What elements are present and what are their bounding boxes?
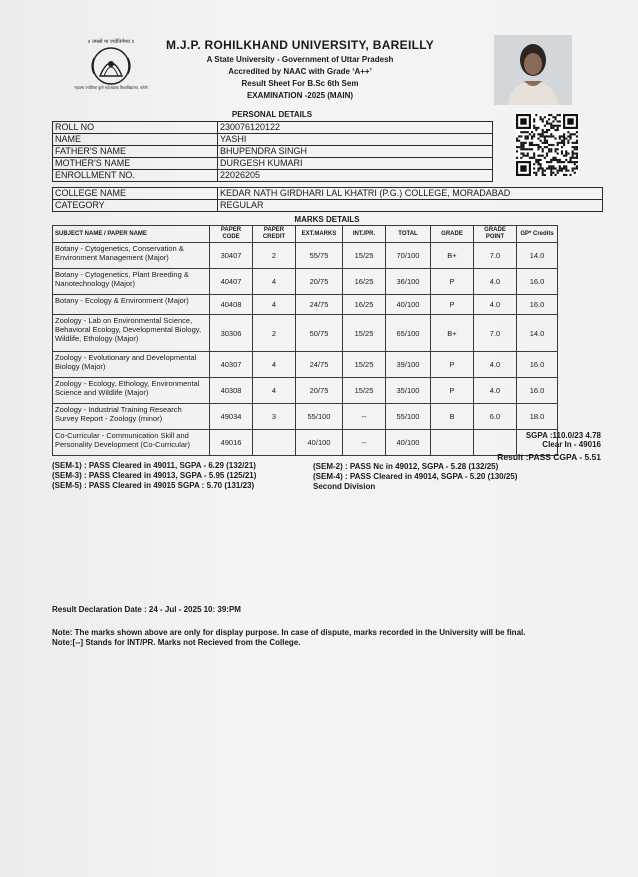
info-value: YASHI <box>218 134 493 146</box>
ext-marks: 24/75 <box>296 352 343 378</box>
ext-marks: 55/75 <box>296 243 343 269</box>
logo-caption: महात्मा ज्योतिबा फुले रुहेलखण्ड विश्वविद्यालय, बरेली <box>74 85 148 90</box>
result-line: Result :PASS CGPA - 5.51 <box>497 452 601 462</box>
info-value: DURGESH KUMARI <box>218 158 493 170</box>
total: 65/100 <box>386 315 431 352</box>
paper-credit: 4 <box>253 269 296 295</box>
svg-text:॥ तमसो मा ज्योतिर्गमय ॥: ॥ तमसो मा ज्योतिर्गमय ॥ <box>87 39 135 45</box>
col-header: GRADE POINT <box>474 226 517 243</box>
subject-name: Zoology - Industrial Training Research Survey Report - Zoology (minor) <box>53 404 210 430</box>
info-label: COLLEGE NAME <box>53 188 218 200</box>
subject-name: Zoology - Evolutionary and Developmental Biology (Major) <box>53 352 210 378</box>
note-int-pr: Note:[--] Stands for INT/PR. Marks not Recieved from the College. <box>52 638 301 647</box>
table-row <box>53 404 558 430</box>
total: 40/100 <box>386 295 431 315</box>
info-row-enrollment <box>53 170 493 182</box>
sem3-status: (SEM-3) : PASS Cleared in 49013, SGPA - 5.95 (125/21) <box>52 471 257 480</box>
int-pr: -- <box>343 430 386 456</box>
grade: B <box>431 404 474 430</box>
ext-marks: 40/100 <box>296 430 343 456</box>
header <box>150 38 450 102</box>
paper-code: 49016 <box>210 430 253 456</box>
paper-code: 30306 <box>210 315 253 352</box>
int-pr: 16/25 <box>343 269 386 295</box>
col-header: EXT.MARKS <box>296 226 343 243</box>
result-declaration-date: Result Declaration Date : 24 - Jul - 2025 10: 39:PM <box>52 605 241 614</box>
total: 40/100 <box>386 430 431 456</box>
col-header: PAPER CODE <box>210 226 253 243</box>
info-row-college <box>53 188 603 200</box>
info-row-name <box>53 134 493 146</box>
paper-code: 40308 <box>210 378 253 404</box>
table-row <box>53 315 558 352</box>
grade-point: 7.0 <box>474 315 517 352</box>
grade: P <box>431 352 474 378</box>
personal-details-title: PERSONAL DETAILS <box>231 110 313 119</box>
subject-name: Zoology - Ecology, Ethology, Environmental Science and Wildlife (Major) <box>53 378 210 404</box>
table-row <box>53 352 558 378</box>
personal-details-table <box>52 121 493 182</box>
col-header: SUBJECT NAME / PAPER NAME <box>53 226 210 243</box>
total: 55/100 <box>386 404 431 430</box>
gp-credits: 16.0 <box>517 352 558 378</box>
gp-credits: 18.0 <box>517 404 558 430</box>
paper-credit <box>253 430 296 456</box>
ext-marks: 50/75 <box>296 315 343 352</box>
info-label: ROLL NO <box>53 122 218 134</box>
ext-marks: 55/100 <box>296 404 343 430</box>
gp-credits: 14.0 <box>517 315 558 352</box>
subject-name: Botany - Ecology & Environment (Major) <box>53 295 210 315</box>
header-line-4: EXAMINATION -2025 (MAIN) <box>246 91 354 100</box>
info-row-mother <box>53 158 493 170</box>
grade: B+ <box>431 243 474 269</box>
grade-point: 7.0 <box>474 243 517 269</box>
int-pr: 15/25 <box>343 243 386 269</box>
col-header: GP* Credits <box>517 226 558 243</box>
qr-code <box>516 114 578 176</box>
col-header: INT./PR. <box>343 226 386 243</box>
int-pr: -- <box>343 404 386 430</box>
clear-in-line: Clear In - 49016 <box>542 440 601 449</box>
student-photo <box>494 35 572 105</box>
table-row <box>53 295 558 315</box>
subject-name: Co-Curricular - Communication Skill and Personality Development (Co-Curricular) <box>53 430 210 456</box>
sem5-status: (SEM-5) : PASS Cleared in 49015 SGPA : 5.70 (131/23) <box>52 481 255 490</box>
col-header: PAPER CREDIT <box>253 226 296 243</box>
paper-credit: 4 <box>253 378 296 404</box>
paper-code: 49034 <box>210 404 253 430</box>
ext-marks: 24/75 <box>296 295 343 315</box>
marks-header-row <box>53 226 558 243</box>
paper-credit: 4 <box>253 352 296 378</box>
col-header: TOTAL <box>386 226 431 243</box>
header-line-2: Accredited by NAAC with Grade ‘A++’ <box>228 67 372 76</box>
ext-marks: 20/75 <box>296 269 343 295</box>
paper-code: 40307 <box>210 352 253 378</box>
table-row <box>53 269 558 295</box>
sgpa-line: SGPA :110.0/23 4.78 <box>525 431 601 440</box>
table-row <box>53 378 558 404</box>
info-label: MOTHER'S NAME <box>53 158 218 170</box>
int-pr: 15/25 <box>343 352 386 378</box>
sem1-status: (SEM-1) : PASS Cleared in 49011, SGPA - 6.29 (132/21) <box>52 461 256 470</box>
grade-point: 4.0 <box>474 269 517 295</box>
int-pr: 15/25 <box>343 378 386 404</box>
info-value: KEDAR NATH GIRDHARI LAL KHATRI (P.G.) COLLEGE, MORADABAD <box>218 188 603 200</box>
sem2-status: (SEM-2) : PASS Nc in 49012, SGPA - 5.28 (132/25) <box>313 462 499 471</box>
info-value: BHUPENDRA SINGH <box>218 146 493 158</box>
paper-credit: 3 <box>253 404 296 430</box>
table-row <box>53 243 558 269</box>
paper-code: 40408 <box>210 295 253 315</box>
grade-point: 4.0 <box>474 352 517 378</box>
grade: P <box>431 269 474 295</box>
info-label: FATHER'S NAME <box>53 146 218 158</box>
gp-credits: 16.0 <box>517 269 558 295</box>
info-value: REGULAR <box>218 200 603 212</box>
marks-table <box>52 225 558 456</box>
gp-credits: 14.0 <box>517 243 558 269</box>
paper-credit: 4 <box>253 295 296 315</box>
marks-details-title: MARKS DETAILS <box>294 215 360 224</box>
info-row-father <box>53 146 493 158</box>
grade-point: 6.0 <box>474 404 517 430</box>
total: 70/100 <box>386 243 431 269</box>
col-header: GRADE <box>431 226 474 243</box>
info-value: 230076120122 <box>218 122 493 134</box>
paper-code: 40407 <box>210 269 253 295</box>
header-line-1: A State University - Government of Uttar Pradesh <box>206 55 394 64</box>
grade-point: 4.0 <box>474 295 517 315</box>
int-pr: 16/25 <box>343 295 386 315</box>
info-label: CATEGORY <box>53 200 218 212</box>
paper-credit: 2 <box>253 315 296 352</box>
paper-code: 30407 <box>210 243 253 269</box>
subject-name: Botany - Cytogenetics, Plant Breeding & Nanotechnology (Major) <box>53 269 210 295</box>
int-pr: 15/25 <box>343 315 386 352</box>
header-line-3: Result Sheet For B.Sc 6th Sem <box>241 79 359 88</box>
grade: P <box>431 378 474 404</box>
info-row-category <box>53 200 603 212</box>
grade: P <box>431 295 474 315</box>
sem4-status: (SEM-4) : PASS Cleared in 49014, SGPA - 5.20 (130/25) <box>313 472 518 481</box>
gp-credits: 16.0 <box>517 378 558 404</box>
university-seal-icon <box>74 36 148 98</box>
total: 35/100 <box>386 378 431 404</box>
info-value: 22026205 <box>218 170 493 182</box>
grade: B+ <box>431 315 474 352</box>
total: 36/100 <box>386 269 431 295</box>
total: 39/100 <box>386 352 431 378</box>
info-row-roll <box>53 122 493 134</box>
paper-credit: 2 <box>253 243 296 269</box>
division: Second Division <box>313 482 376 491</box>
college-details-table <box>52 187 603 212</box>
note-display: Note: The marks shown above are only for display purpose. In case of dispute, marks recorded in the University will be final. <box>52 628 526 637</box>
ext-marks: 20/75 <box>296 378 343 404</box>
subject-name: Botany - Cytogenetics, Conservation & Environment Management (Major) <box>53 243 210 269</box>
info-label: ENROLLMENT NO. <box>53 170 218 182</box>
info-label: NAME <box>53 134 218 146</box>
gp-credits: 16.0 <box>517 295 558 315</box>
university-name: M.J.P. ROHILKHAND UNIVERSITY, BAREILLY <box>165 38 435 52</box>
grade-point: 4.0 <box>474 378 517 404</box>
subject-name: Zoology - Lab on Environmental Science, Behavioral Ecology, Developmental Biology, Wildlife, Ethology (Major) <box>53 315 210 352</box>
